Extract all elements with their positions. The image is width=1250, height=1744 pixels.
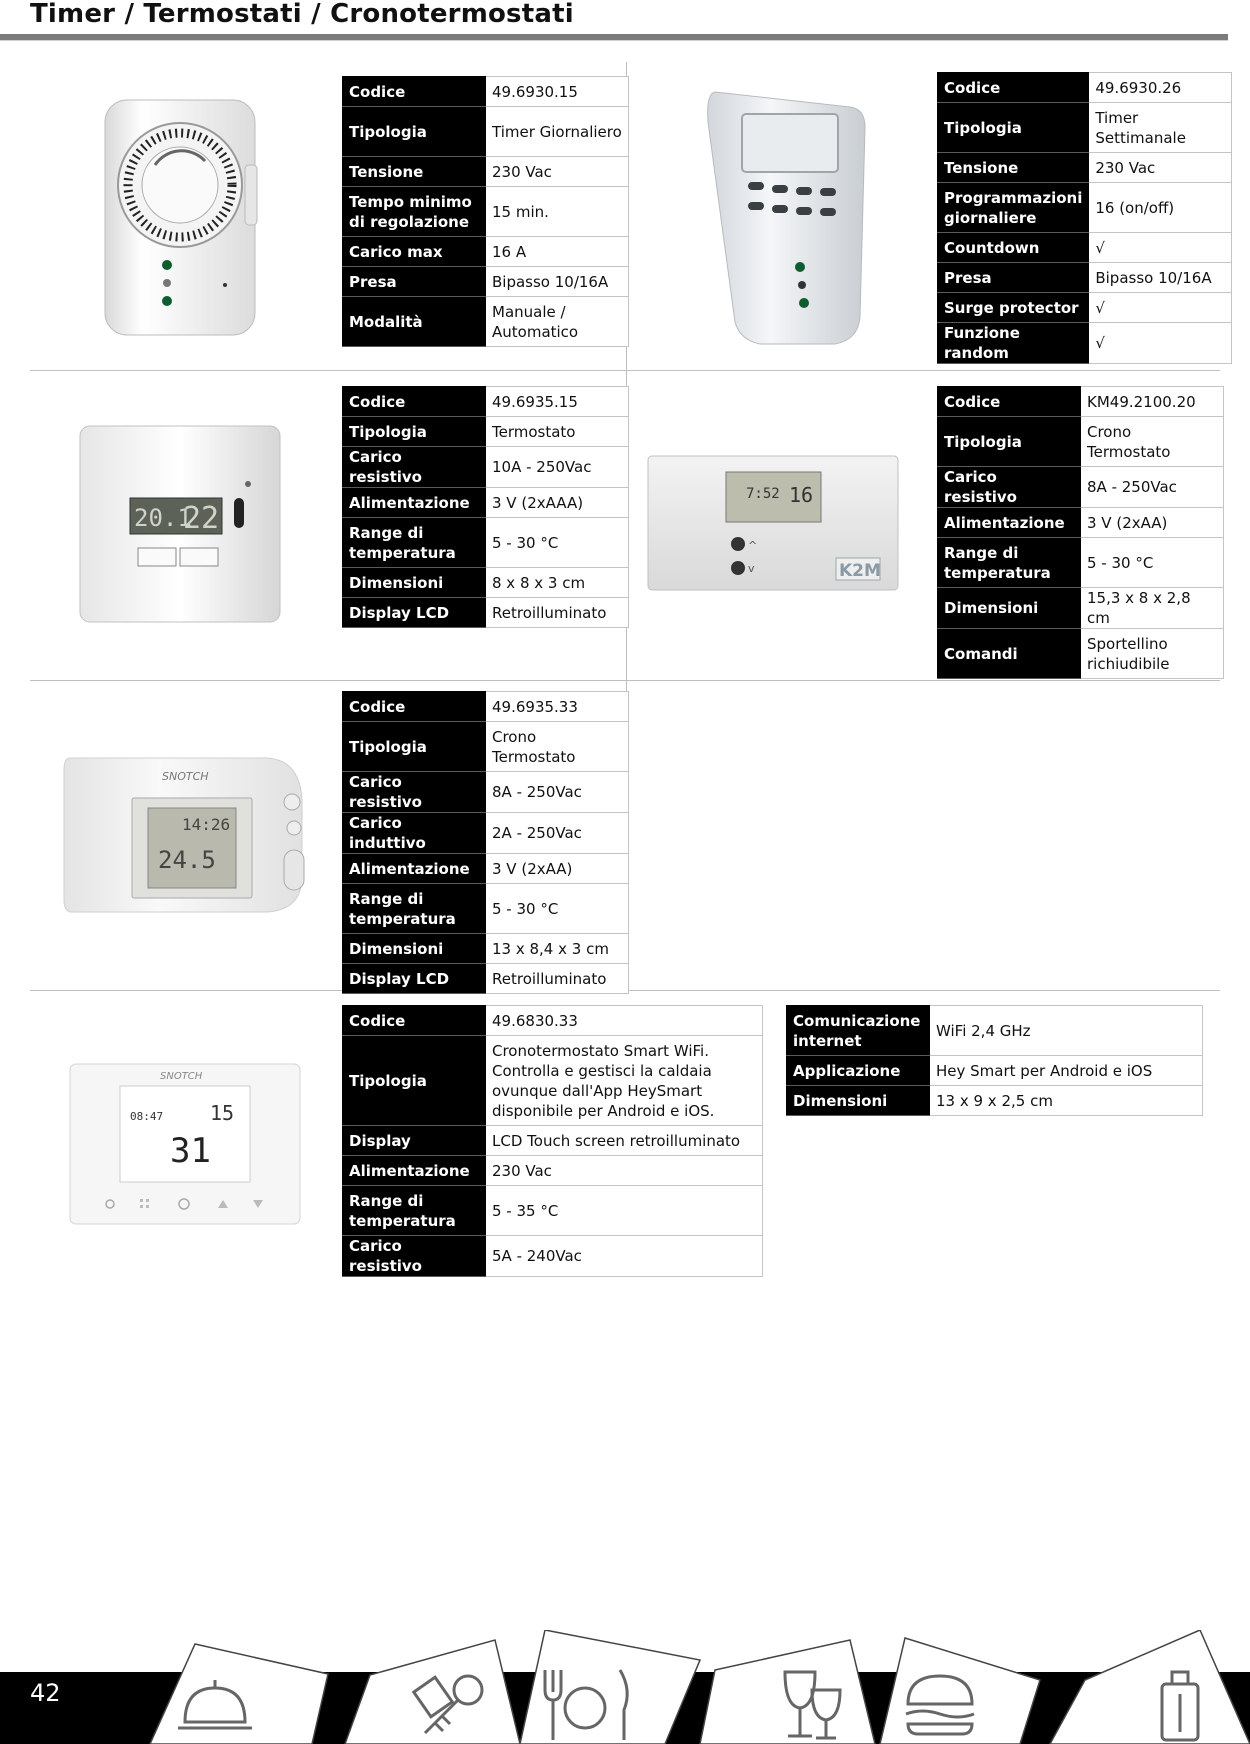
spec-table-KM49.2100.20	[937, 386, 1224, 679]
spec-value: 230 Vac	[486, 1156, 763, 1186]
spec-value: 5 - 30 °C	[1081, 538, 1224, 588]
spec-table-49.6935.15	[342, 386, 629, 628]
spec-value: 5 - 35 °C	[486, 1186, 763, 1236]
spec-label: Carico resistivo	[343, 772, 486, 813]
row-divider	[30, 370, 1220, 371]
spec-value: 15,3 x 8 x 2,8 cm	[1081, 588, 1224, 629]
lcd-temp: 31	[170, 1131, 211, 1171]
lcd-temp: 16	[789, 483, 814, 507]
spec-label: Range di temperatura	[343, 1186, 486, 1236]
spec-label: Tipologia	[343, 1036, 486, 1126]
spec-table-49.6830.33	[342, 1005, 763, 1277]
spec-label: Display	[343, 1126, 486, 1156]
spec-label: Alimentazione	[343, 854, 486, 884]
spec-value: 49.6930.15	[486, 77, 629, 107]
header-rule-light	[0, 40, 1228, 41]
spec-value: Timer Settimanale	[1089, 103, 1232, 153]
spec-value: 5 - 30 °C	[486, 884, 629, 934]
spec-label: Tensione	[343, 157, 486, 187]
spec-label: Tipologia	[343, 107, 486, 157]
footer-icon-strip	[0, 1630, 1250, 1744]
spec-label: Display LCD	[343, 598, 486, 628]
page-number: 42	[30, 1679, 61, 1707]
spec-value: 49.6935.33	[486, 692, 629, 722]
spec-value: 230 Vac	[486, 157, 629, 187]
product-photo-snotch-cronothermostat	[62, 750, 307, 920]
spec-value: √	[1089, 323, 1232, 364]
spec-label: Carico max	[343, 237, 486, 267]
spec-value: 49.6930.26	[1089, 73, 1232, 103]
lcd-reading-right: 22	[183, 501, 220, 536]
spec-value: Cronotermostato Smart WiFi. Controlla e gestisci la caldaia ovunque dall'App HeySmart disponibile per Android e iOS.	[486, 1036, 763, 1126]
spec-value: 13 x 9 x 2,5 cm	[930, 1086, 1203, 1116]
lcd-setpoint: 15	[210, 1101, 235, 1125]
spec-label: Codice	[343, 692, 486, 722]
spec-label: Dimensioni	[343, 568, 486, 598]
spec-value: LCD Touch screen retroilluminato	[486, 1126, 763, 1156]
page-header	[30, 0, 574, 30]
spec-label: Codice	[938, 73, 1089, 103]
brand-label: SNOTCH	[160, 1071, 203, 1082]
spec-table-49.6930.15	[342, 76, 629, 347]
spec-value: 49.6935.15	[486, 387, 629, 417]
spec-value: Crono Termostato	[1081, 417, 1224, 467]
spec-value: Manuale / Automatico	[486, 297, 629, 347]
spec-label: Range di temperatura	[343, 518, 486, 568]
spec-table-49.6935.33	[342, 691, 629, 994]
spec-value: 10A - 250Vac	[486, 447, 629, 488]
svg-text:v: v	[748, 562, 755, 575]
spec-label: Codice	[938, 387, 1081, 417]
brand-label: K2M	[839, 561, 881, 581]
spec-label: Programmazioni giornaliere	[938, 183, 1089, 233]
spec-label: Carico induttivo	[343, 813, 486, 854]
spec-value: 15 min.	[486, 187, 629, 237]
page-title: Timer / Termostati / Cronotermostati	[30, 0, 574, 29]
spec-label: Presa	[938, 263, 1089, 293]
spec-value: Retroilluminato	[486, 598, 629, 628]
lcd-time: 08:47	[130, 1110, 164, 1123]
spec-value: 13 x 8,4 x 3 cm	[486, 934, 629, 964]
spec-value: 8A - 250Vac	[1081, 467, 1224, 508]
spec-value: WiFi 2,4 GHz	[930, 1006, 1203, 1056]
lcd-reading-left: 20.1	[134, 504, 192, 532]
spec-value: Bipasso 10/16A	[1089, 263, 1232, 293]
spec-value: 230 Vac	[1089, 153, 1232, 183]
svg-text:^: ^	[748, 539, 758, 552]
spec-label: Presa	[343, 267, 486, 297]
spec-label: Tipologia	[938, 417, 1081, 467]
spec-label: Range di temperatura	[938, 538, 1081, 588]
spec-label: Funzione random	[938, 323, 1089, 364]
spec-value: KM49.2100.20	[1081, 387, 1224, 417]
spec-label: Comandi	[938, 629, 1081, 679]
spec-label: Tipologia	[343, 722, 486, 772]
spec-label: Tipologia	[938, 103, 1089, 153]
brand-label: SNOTCH	[162, 770, 209, 783]
lcd-temp: 24.5	[158, 846, 216, 874]
spec-label: Countdown	[938, 233, 1089, 263]
spec-value: 16 (on/off)	[1089, 183, 1232, 233]
spec-value: 3 V (2xAA)	[486, 854, 629, 884]
spec-value: 5A - 240Vac	[486, 1236, 763, 1277]
spec-value: Timer Giornaliero	[486, 107, 629, 157]
product-photo-smart-wifi-cronothermostat	[68, 1060, 304, 1228]
spec-label: Tensione	[938, 153, 1089, 183]
spec-value: Crono Termostato	[486, 722, 629, 772]
spec-label: Display LCD	[343, 964, 486, 994]
spec-value: √	[1089, 293, 1232, 323]
spec-value: 5 - 30 °C	[486, 518, 629, 568]
lcd-time: 7:52	[746, 486, 780, 502]
spec-value: Hey Smart per Android e iOS	[930, 1056, 1203, 1086]
spec-label: Tipologia	[343, 417, 486, 447]
row-divider	[30, 680, 1220, 681]
spec-value: 8A - 250Vac	[486, 772, 629, 813]
spec-value: 3 V (2xAAA)	[486, 488, 629, 518]
spec-value: Termostato	[486, 417, 629, 447]
spec-label: Codice	[343, 77, 486, 107]
spec-label: Applicazione	[787, 1056, 930, 1086]
spec-label: Carico resistivo	[343, 447, 486, 488]
spec-table-49.6930.26	[937, 72, 1232, 364]
spec-label: Surge protector	[938, 293, 1089, 323]
spec-label: Comunicazione internet	[787, 1006, 930, 1056]
spec-label: Dimensioni	[938, 588, 1081, 629]
spec-label: Codice	[343, 1006, 486, 1036]
spec-label: Alimentazione	[938, 508, 1081, 538]
spec-value: Sportellino richiudibile	[1081, 629, 1224, 679]
spec-table-49.6830.33-extra	[786, 1005, 1203, 1116]
spec-label: Range di temperatura	[343, 884, 486, 934]
spec-value: Retroilluminato	[486, 964, 629, 994]
spec-value: 49.6830.33	[486, 1006, 763, 1036]
spec-label: Dimensioni	[343, 934, 486, 964]
spec-label: Dimensioni	[787, 1086, 930, 1116]
spec-value: Bipasso 10/16A	[486, 267, 629, 297]
product-photo-daily-timer	[95, 95, 265, 340]
spec-label: Tempo minimo di regolazione	[343, 187, 486, 237]
spec-label: Carico resistivo	[938, 467, 1081, 508]
spec-value: √	[1089, 233, 1232, 263]
spec-value: 16 A	[486, 237, 629, 267]
spec-label: Codice	[343, 387, 486, 417]
product-photo-thermostat	[78, 422, 288, 627]
product-photo-k2m-cronothermostat	[646, 452, 901, 594]
spec-label: Carico resistivo	[343, 1236, 486, 1277]
lcd-time: 14:26	[182, 815, 231, 834]
spec-value: 2A - 250Vac	[486, 813, 629, 854]
spec-value: 8 x 8 x 3 cm	[486, 568, 629, 598]
spec-label: Alimentazione	[343, 488, 486, 518]
product-photo-weekly-timer	[700, 82, 880, 352]
spec-label: Modalità	[343, 297, 486, 347]
spec-label: Alimentazione	[343, 1156, 486, 1186]
spec-value: 3 V (2xAA)	[1081, 508, 1224, 538]
